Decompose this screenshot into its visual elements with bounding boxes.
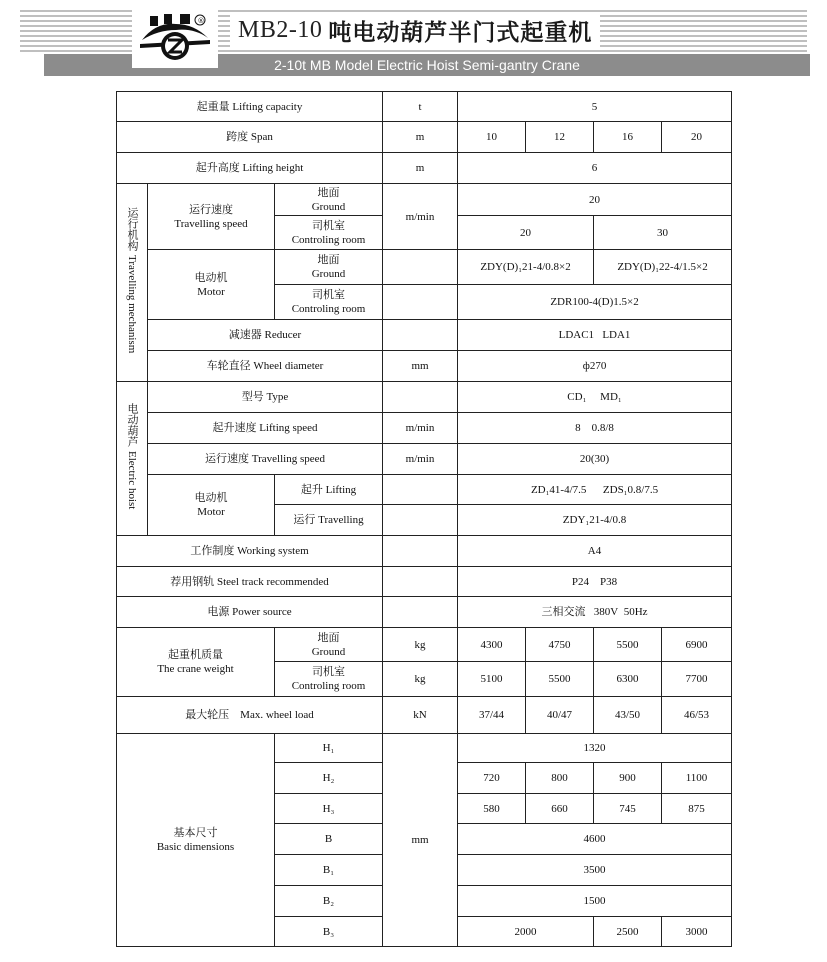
label-b2: B₂ — [275, 886, 383, 917]
label-wheel-diameter: 车轮直径 Wheel diameter — [148, 351, 383, 382]
label-span: 跨度 Span — [117, 122, 383, 153]
value-cell: 8 0.8/8 — [458, 413, 732, 444]
logo — [132, 6, 218, 68]
label-hoist-motor: 电动机 Motor — [148, 475, 275, 536]
value-cell: A4 — [458, 536, 732, 567]
value-cell: ZD₁41-4/7.5 ZDS₁0.8/7.5 — [458, 475, 732, 505]
table-row — [117, 320, 732, 351]
value-cell: 580 — [458, 794, 526, 824]
value-cell: 4600 — [458, 824, 732, 855]
unit-cell — [383, 382, 458, 413]
unit-cell — [383, 597, 458, 628]
unit-cell — [383, 250, 458, 285]
value-cell: 800 — [526, 763, 594, 794]
label-power-source: 电源 Power source — [117, 597, 383, 628]
table-row — [117, 382, 732, 413]
label-motor: 电动机 Motor — [148, 250, 275, 320]
unit-cell: mm — [383, 351, 458, 382]
label-steel-track: 荐用钢轨 Steel track recommended — [117, 567, 383, 597]
label-b3: B₃ — [275, 917, 383, 947]
unit-cell: m — [383, 122, 458, 153]
table-row — [117, 597, 732, 628]
unit-cell — [383, 536, 458, 567]
label-basic-dimensions: 基本尺寸 Basic dimensions — [117, 734, 275, 947]
label-travelling-speed: 运行速度 Travelling speed — [148, 184, 275, 250]
label-working-system: 工作制度 Working system — [117, 536, 383, 567]
table-row — [117, 153, 732, 184]
label-b1: B₁ — [275, 855, 383, 886]
value-cell: 6900 — [662, 628, 732, 662]
label-ground: 地面 Ground — [275, 184, 383, 216]
value-cell: 20 — [662, 122, 732, 153]
table-row — [117, 351, 732, 382]
table-row — [117, 413, 732, 444]
value-cell: 1100 — [662, 763, 732, 794]
value-cell: 4750 — [526, 628, 594, 662]
table-row — [117, 444, 732, 475]
value-cell: 3500 — [458, 855, 732, 886]
company-logo-icon — [136, 10, 214, 64]
value-cell: 5500 — [594, 628, 662, 662]
label-lifting: 起升 Lifting — [275, 475, 383, 505]
label-hoist-travelling-speed: 运行速度 Travelling speed — [148, 444, 383, 475]
value-cell: 6 — [458, 153, 732, 184]
value-cell: 37/44 — [458, 697, 526, 734]
unit-cell — [383, 505, 458, 536]
unit-cell — [383, 475, 458, 505]
value-cell: 20(30) — [458, 444, 732, 475]
value-cell: ZDY(D)₁21-4/0.8×2 — [458, 250, 594, 285]
value-cell: 7700 — [662, 662, 732, 697]
value-cell: 16 — [594, 122, 662, 153]
label-control-room: 司机室 Controling room — [275, 285, 383, 320]
value-cell: 2000 — [458, 917, 594, 947]
value-cell: 5100 — [458, 662, 526, 697]
value-cell: ZDY₁21-4/0.8 — [458, 505, 732, 536]
label-type: 型号 Type — [148, 382, 383, 413]
table-row — [117, 734, 732, 763]
value-cell: ZDR100-4(D)1.5×2 — [458, 285, 732, 320]
value-cell: 三相交流 380V 50Hz — [458, 597, 732, 628]
value-cell: 5500 — [526, 662, 594, 697]
table-row — [117, 697, 732, 734]
label-reducer: 减速器 Reducer — [148, 320, 383, 351]
label-ground: 地面 Ground — [275, 628, 383, 662]
label-electric-hoist: 电动葫芦Electric hoist — [117, 382, 148, 536]
value-cell: 20 — [458, 184, 732, 216]
table-row — [117, 475, 732, 505]
label-h3: H₃ — [275, 794, 383, 824]
unit-cell: m/min — [383, 184, 458, 250]
table-row — [117, 628, 732, 662]
value-cell: 40/47 — [526, 697, 594, 734]
table-row — [117, 92, 732, 122]
unit-cell: m/min — [383, 413, 458, 444]
unit-cell: t — [383, 92, 458, 122]
value-cell: 30 — [594, 216, 732, 250]
unit-cell — [383, 567, 458, 597]
value-cell: 2500 — [594, 917, 662, 947]
label-travelling: 运行 Travelling — [275, 505, 383, 536]
value-cell: 660 — [526, 794, 594, 824]
value-cell: 720 — [458, 763, 526, 794]
label-lifting-height: 起升高度 Lifting height — [117, 153, 383, 184]
value-cell: 875 — [662, 794, 732, 824]
value-cell: 745 — [594, 794, 662, 824]
label-lifting-speed: 起升速度 Lifting speed — [148, 413, 383, 444]
unit-cell: kg — [383, 662, 458, 697]
spec-table — [116, 91, 732, 947]
table-row — [117, 122, 732, 153]
unit-cell — [383, 320, 458, 351]
value-cell: LDAC1 LDA1 — [458, 320, 732, 351]
unit-cell: mm — [383, 734, 458, 947]
unit-cell: kg — [383, 628, 458, 662]
value-cell: 10 — [458, 122, 526, 153]
value-cell: ZDY(D)₁22-4/1.5×2 — [594, 250, 732, 285]
table-row — [117, 184, 732, 216]
label-h1: H₁ — [275, 734, 383, 763]
value-cell: 20 — [458, 216, 594, 250]
value-cell: 5 — [458, 92, 732, 122]
unit-cell: m — [383, 153, 458, 184]
table-row — [117, 567, 732, 597]
page-title — [230, 12, 600, 48]
title-model: MB2-10 — [238, 16, 323, 43]
label-ground: 地面 Ground — [275, 250, 383, 285]
label-control-room: 司机室 Controling room — [275, 662, 383, 697]
value-cell: 1500 — [458, 886, 732, 917]
value-cell: 3000 — [662, 917, 732, 947]
value-cell: 12 — [526, 122, 594, 153]
value-cell: P24 P38 — [458, 567, 732, 597]
label-crane-weight: 起重机质量 The crane weight — [117, 628, 275, 697]
value-cell: CD₁ MD₁ — [458, 382, 732, 413]
label-max-wheel-load: 最大轮压 Max. wheel load — [117, 697, 383, 734]
unit-cell — [383, 285, 458, 320]
value-cell: 46/53 — [662, 697, 732, 734]
value-cell: 4300 — [458, 628, 526, 662]
unit-cell: kN — [383, 697, 458, 734]
subtitle: 2-10t MB Model Electric Hoist Semi-gantry Crane — [274, 57, 580, 73]
label-b: B — [275, 824, 383, 855]
unit-cell: m/min — [383, 444, 458, 475]
value-cell: ф270 — [458, 351, 732, 382]
title-cn: 吨电动葫芦半门式起重机 — [328, 19, 593, 46]
label-travelling-mechanism: 运行机构Travelling mechanism — [117, 184, 148, 382]
svg-text:®: ® — [197, 17, 205, 25]
value-cell: 1320 — [458, 734, 732, 763]
label-h2: H₂ — [275, 763, 383, 794]
label-control-room: 司机室 Controling room — [275, 216, 383, 250]
value-cell: 6300 — [594, 662, 662, 697]
value-cell: 43/50 — [594, 697, 662, 734]
table-row — [117, 536, 732, 567]
page-header — [20, 6, 807, 72]
table-row — [117, 250, 732, 285]
value-cell: 900 — [594, 763, 662, 794]
label-lifting-capacity: 起重量 Lifting capacity — [117, 92, 383, 122]
